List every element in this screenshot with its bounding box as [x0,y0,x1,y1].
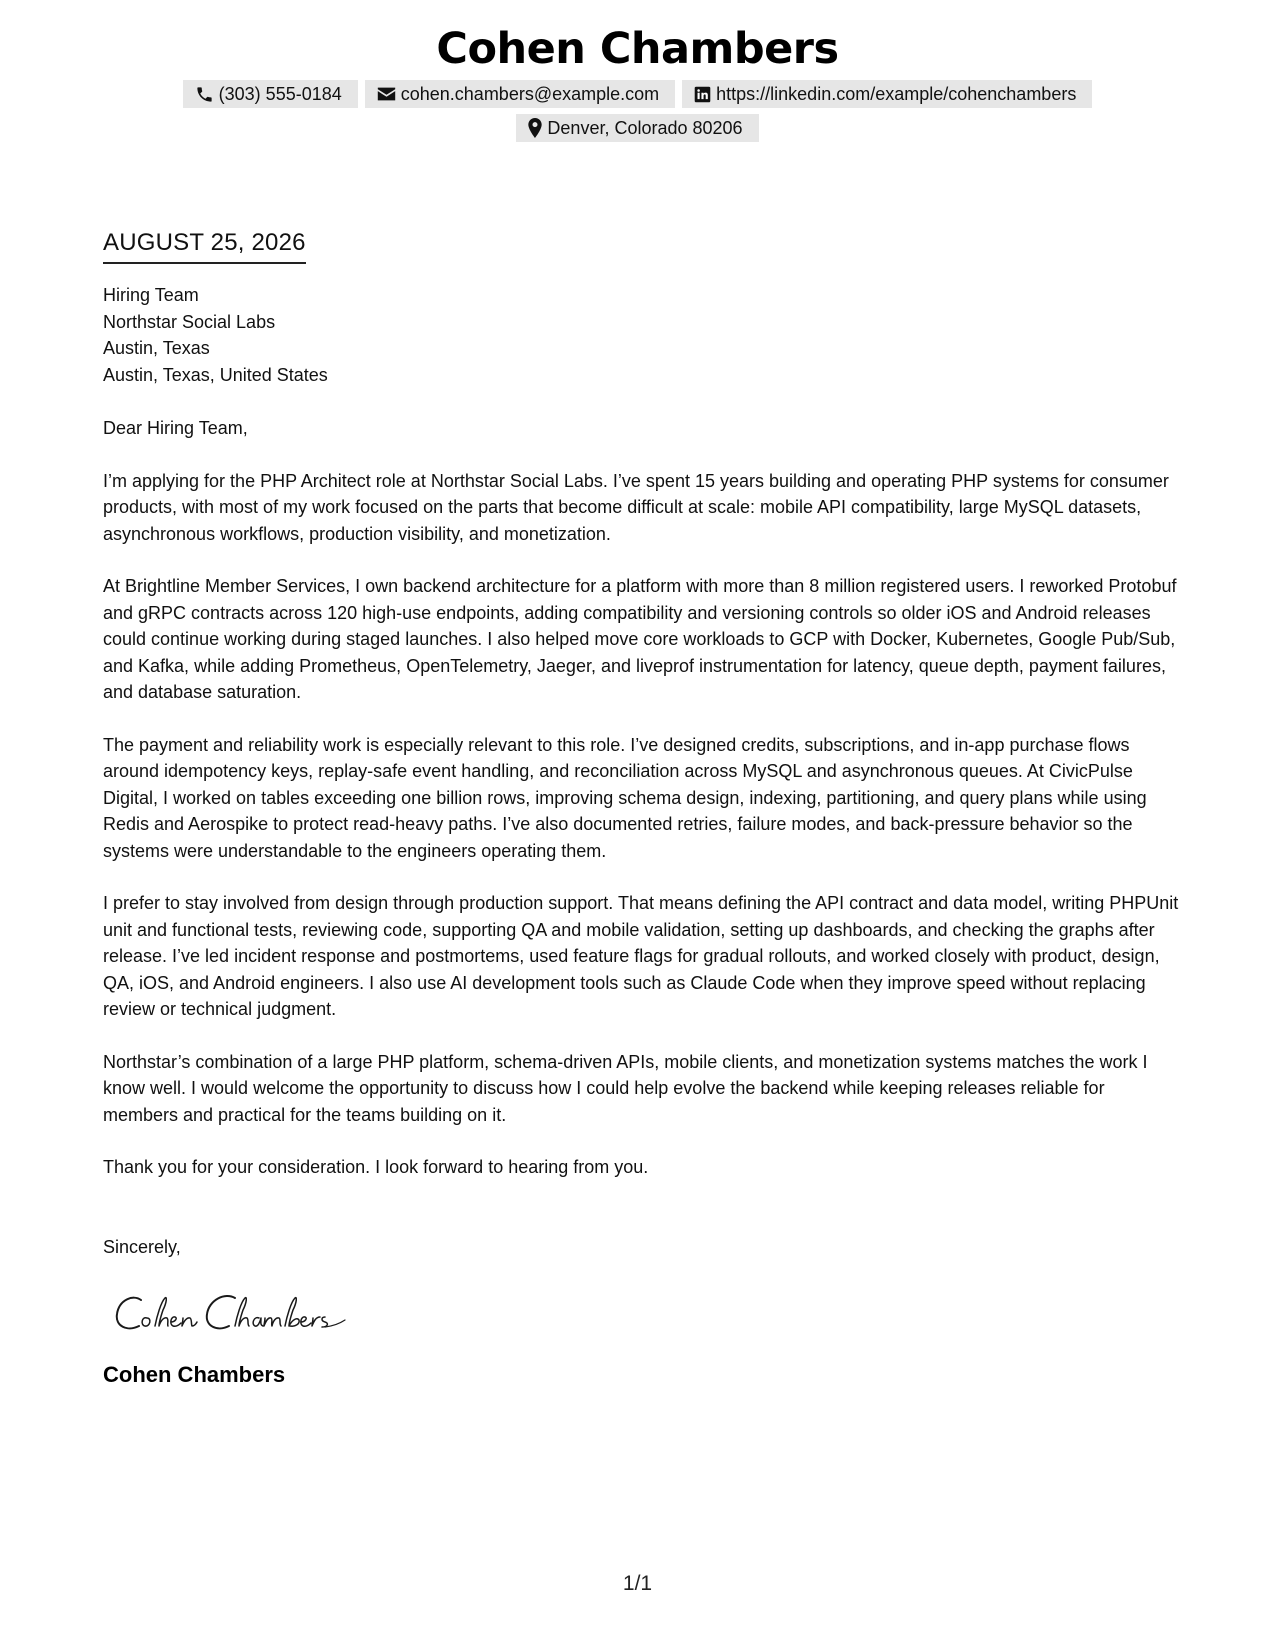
recipient-line: Northstar Social Labs [103,311,276,332]
phone-icon [195,85,214,104]
linkedin-icon [694,86,711,103]
envelope-icon [377,86,396,102]
linkedin-contact[interactable] [682,80,1092,108]
handwritten-signature [111,1286,371,1344]
body-paragraph: I’m applying for the PHP Architect role at Northstar Social Labs. I’ve spent 15 years building and operating PHP systems for consumer products, with most of my work focused on the parts that become difficult at scale: mobile API compatibility, large MySQL datasets, asynchronous workflows, production visibility, and monetization. [103,470,1169,544]
location-text: Denver, Colorado 80206 [547,117,743,138]
applicant-name: Cohen Chambers [436,24,839,74]
recipient-block [103,282,1183,388]
contact-row-secondary [0,114,1275,142]
phone-text: (303) 555-0184 [218,83,342,104]
body-paragraph: Northstar’s combination of a large PHP platform, schema-driven APIs, mobile clients, and monetization systems matches the work I know well. I would welcome the opportunity to discuss how I could help evolve the backend while keeping releases reliable for members and practical for the teams building on it. [103,1051,1148,1125]
phone-contact [183,80,358,108]
body-paragraph: I prefer to stay involved from design through production support. That means defining the API contract and data model, writing PHPUnit unit and functional tests, reviewing code, supporting QA and mobile validation, setting up dashboards, and checking the graphs after release. I’ve led incident response and postmortems, used feature flags for gradual rollouts, and worked closely with product, design, QA, iOS, and Android engineers. I also use AI development tools such as Claude Code when they improve speed without replacing review or technical judgment. [103,893,1179,1019]
recipient-line: Hiring Team [103,285,199,305]
letter-date: AUGUST 25, 2026 [103,226,306,264]
body-paragraph: The payment and reliability work is especially relevant to this role. I’ve designed credits, subscriptions, and in-app purchase flows around idempotency keys, replay-safe event handling, and reconciliation across MySQL and asynchronous queues. At CivicPulse Digital, I worked on tables exceeding one billion rows, improving schema design, indexing, partitioning, and query plans while using Redis and Aerospike to protect read-heavy paths. I’ve also documented retries, failure modes, and back-pressure behavior so the systems were understandable to the engineers operating them. [103,734,1147,861]
email-text[interactable]: cohen.chambers@example.com [400,83,660,104]
body-paragraph: At Brightline Member Services, I own backend architecture for a platform with more than 8 million registered users. I reworked Protobuf and gRPC contracts across 120 high-use endpoints, adding compatibility and versioning controls so older iOS and Android releases could continue working during staged launches. I also helped move core workloads to GCP with Docker, Kubernetes, Google Pub/Sub, and Kafka, while adding Prometheus, OpenTelemetry, Jaeger, and liveprof instrumentation for latency, queue depth, payment failures, and database saturation. [103,576,1177,702]
map-marker-icon [528,118,542,138]
linkedin-text[interactable]: https://linkedin.com/example/cohenchambers [716,83,1077,104]
signed-name: Cohen Chambers [103,1362,286,1387]
contact-row-primary [0,80,1275,108]
letter-header [0,22,1275,142]
email-contact[interactable] [365,80,675,108]
recipient-line: Austin, Texas, United States [103,364,328,385]
location-contact [516,114,758,142]
signoff: Sincerely, [103,1236,181,1257]
salutation: Dear Hiring Team, [103,418,248,438]
closing-line: Thank you for your consideration. I look forward to hearing from you. [103,1157,649,1177]
signature-image [111,1286,371,1344]
recipient-line: Austin, Texas [103,338,210,358]
page-number: 1/1 [622,1572,653,1595]
letter-body [103,226,1183,1390]
